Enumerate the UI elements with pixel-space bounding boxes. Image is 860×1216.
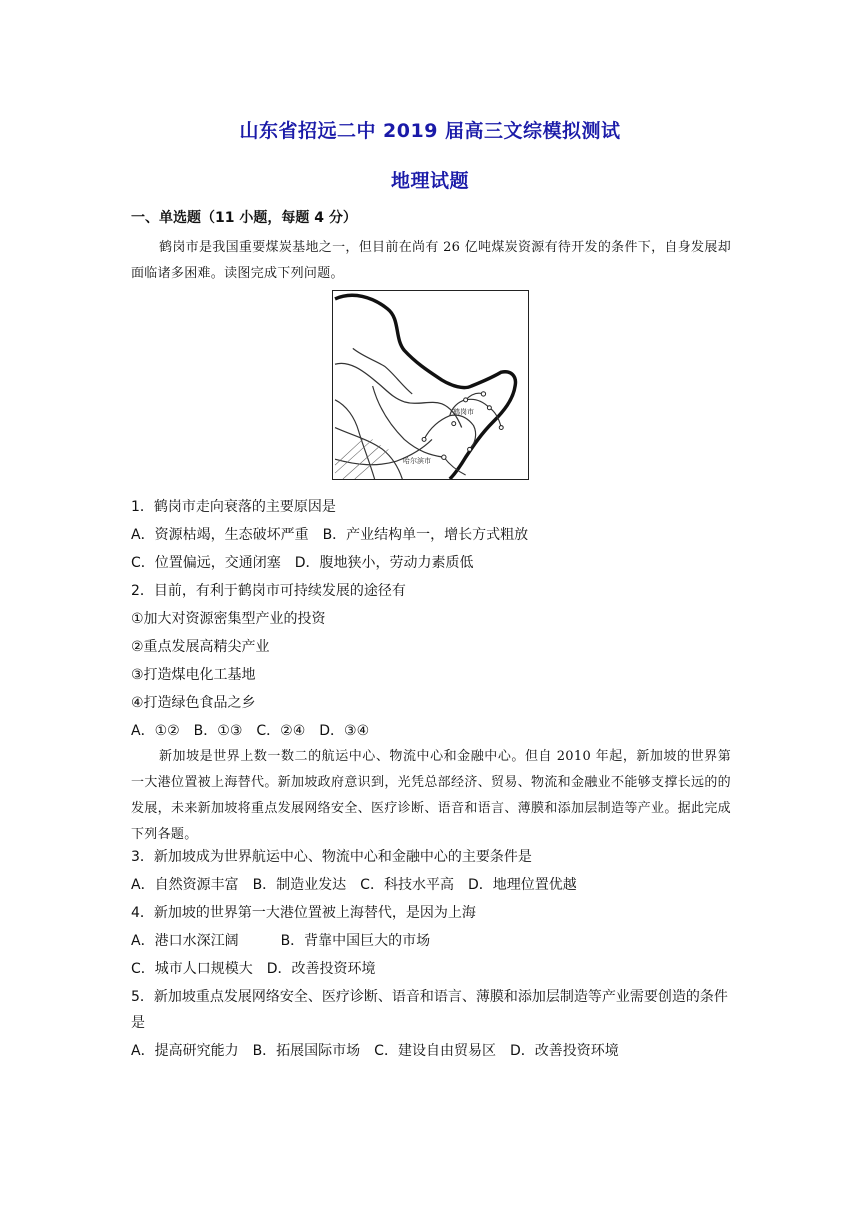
map-label-harbin: 哈尔滨市: [403, 457, 431, 465]
exam-title: 山东省招远二中 2019 届高三文综模拟测试: [239, 120, 621, 142]
map-figure: [332, 290, 529, 480]
question-3-stem: 3．新加坡成为世界航运中心、物流中心和金融中心的主要条件是: [131, 849, 532, 865]
question-1-options-ab: A．资源枯竭，生态破坏严重 B．产业结构单一，增长方式粗放: [131, 527, 529, 543]
question-3: [131, 844, 731, 898]
question-2-item-2: ②重点发展高精尖产业: [131, 639, 270, 655]
passage-singapore: 新加坡是世界上数一数二的航运中心、物流中心和金融中心。但自 2010 年起，新加坡的世界第一大港位置被上海替代。新加坡政府意识到，光凭总部经济、贸易、物流和金融业不能够支撑长远的的发展，未来新加坡将重点发展网络安全、医疗诊断、语音和语言、薄膜和添加层制造等产业。据此完成下列各题。: [131, 749, 731, 842]
section-heading: 一、单选题（11 小题，每题 4 分）: [131, 210, 357, 226]
question-4: [131, 900, 731, 982]
question-3-options: A．自然资源丰富 B．制造业发达 C．科技水平高 D．地理位置优越: [131, 877, 577, 893]
question-2-item-3: ③打造煤电化工基地: [131, 667, 256, 683]
passage-hegang: 鹤岗市是我国重要煤炭基地之一，但目前在尚有 26 亿吨煤炭资源有待开发的条件下，自身发展却面临诸多困难。读图完成下列问题。: [131, 240, 731, 281]
question-2-options: A．①② B．①③ C．②④ D．③④: [131, 723, 370, 739]
exam-subtitle: 地理试题: [390, 170, 469, 192]
question-2-item-1: ①加大对资源密集型产业的投资: [131, 611, 326, 627]
question-5-stem: 5．新加坡重点发展网络安全、医疗诊断、语音和语言、薄膜和添加层制造等产业需要创造的条件是: [131, 989, 728, 1031]
map-drawing: [333, 291, 528, 479]
question-2: [131, 578, 731, 744]
question-5-options: A．提高研究能力 B．拓展国际市场 C．建设自由贸易区 D．改善投资环境: [131, 1043, 619, 1059]
question-4-options-cd: C．城市人口规模大 D．改善投资环境: [131, 961, 376, 977]
question-5: [131, 984, 731, 1064]
question-4-stem: 4．新加坡的世界第一大港位置被上海替代，是因为上海: [131, 905, 476, 921]
question-2-stem: 2．目前，有利于鹤岗市可持续发展的途径有: [131, 583, 406, 599]
question-1: [131, 494, 731, 576]
question-1-options-cd: C．位置偏远，交通闭塞 D．腹地狭小，劳动力素质低: [131, 555, 474, 571]
question-4-options-ab: A．港口水深江阔 B．背靠中国巨大的市场: [131, 933, 431, 949]
question-2-item-4: ④打造绿色食品之乡: [131, 695, 256, 711]
map-label-hegang: 鹤岗市: [453, 408, 474, 416]
question-1-stem: 1．鹤岗市走向衰落的主要原因是: [131, 499, 336, 515]
